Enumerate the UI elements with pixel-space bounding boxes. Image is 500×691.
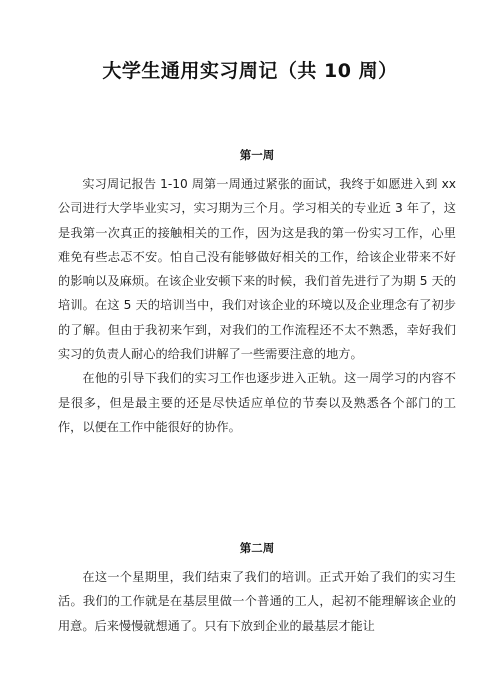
- section-week-2: [58, 540, 456, 638]
- paragraph: 实习周记报告 1-10 周第一周通过紧张的面试，我终于如愿进入到 xx 公司进行大学毕业实习，实习期为三个月。学习相关的专业近 3 年了，这是我第一次真正的接触相关的工作，因为这是我的第一份实习工作，心里难免有些忐忑不安。怕自己没有能够做好相关的工作，给该企业带来不好的影响以及麻烦。在该企业安顿下来的时候，我们首先进行了为期 5 天的培训。在这 5 天的培训当中，我们对该企业的环境以及企业理念有了初步的了解。但由于我初来乍到，对我们的工作流程还不太不熟悉，幸好我们实习的负责人耐心的给我们讲解了一些需要注意的地方。: [58, 177, 456, 362]
- section-heading: 第二周: [239, 541, 275, 555]
- section-week-1: [58, 147, 456, 439]
- paragraph: 在他的引导下我们的实习工作也逐步进入正轨。这一周学习的内容不是很多，但是最主要的还是尽快适应单位的节奏以及熟悉各个部门的工作，以便在工作中能很好的协作。: [58, 371, 456, 434]
- paragraph: 在这一个星期里，我们结束了我们的培训。正式开始了我们的实习生活。我们的工作就是在基层里做一个普通的工人，起初不能理解该企业的用意。后来慢慢就想通了。只有下放到企业的最基层才能让: [58, 570, 456, 633]
- page-title: 大学生通用实习周记（共 10 周）: [102, 60, 398, 82]
- section-heading: 第一周: [239, 148, 275, 162]
